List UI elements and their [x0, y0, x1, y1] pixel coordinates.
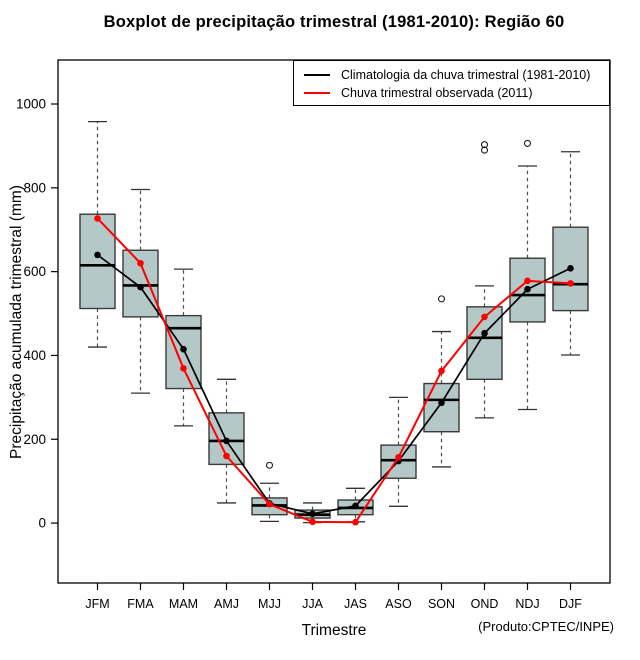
x-tick-label: ASO	[385, 597, 412, 611]
outlier-point	[525, 140, 531, 146]
observed-point	[137, 260, 144, 267]
box-SON	[424, 384, 459, 432]
legend-item-observed	[304, 84, 609, 102]
y-tick-label: 0	[38, 515, 46, 531]
climatology-point	[352, 503, 359, 510]
legend-item-climatology	[304, 66, 609, 84]
observed-point	[180, 365, 187, 372]
observed-point	[94, 215, 101, 222]
legend	[293, 60, 610, 106]
y-tick-label: 200	[23, 431, 46, 447]
observed-point	[395, 454, 402, 461]
observed-point	[481, 314, 488, 321]
y-tick-label: 600	[23, 264, 46, 280]
legend-label-observed: Chuva trimestral observada (2011)	[341, 86, 533, 100]
observed-point	[309, 519, 316, 526]
climatology-point	[137, 284, 144, 291]
x-tick-label: JAS	[344, 597, 367, 611]
climatology-point	[438, 399, 445, 406]
climatology-point	[481, 330, 488, 337]
climatology-point	[223, 438, 230, 445]
observed-point	[352, 519, 359, 526]
observed-point	[266, 501, 273, 508]
y-axis-label: Precipitação acumulada trimestral (mm)	[8, 185, 25, 459]
climatology-line-swatch	[304, 74, 330, 76]
observed-line-swatch	[304, 92, 330, 94]
x-tick-label: JJA	[302, 597, 323, 611]
climatology-point	[567, 265, 574, 272]
x-tick-label: JFM	[85, 597, 110, 611]
x-tick-label: SON	[427, 597, 456, 611]
observed-point	[438, 368, 445, 375]
x-tick-label: MJJ	[258, 597, 281, 611]
x-tick-label: NDJ	[515, 597, 540, 611]
observed-point	[524, 278, 531, 285]
x-tick-label: OND	[470, 597, 499, 611]
y-tick-label: 400	[23, 347, 46, 363]
climatology-point	[180, 346, 187, 353]
y-tick-label: 1000	[15, 96, 46, 112]
outlier-point	[267, 462, 273, 468]
observed-point	[567, 280, 574, 287]
footnote: (Produto:CPTEC/INPE)	[478, 619, 614, 634]
x-axis-label: Trimestre	[301, 622, 367, 639]
x-tick-label: AMJ	[214, 597, 239, 611]
x-tick-label: FMA	[127, 597, 154, 611]
climatology-point	[524, 286, 531, 293]
box-JFM	[80, 214, 115, 308]
legend-label-climatology: Climatologia da chuva trimestral (1981-2010)	[341, 68, 591, 82]
chart-title: Boxplot de precipitação trimestral (1981-2010): Região 60	[103, 13, 565, 31]
climatology-point	[309, 511, 316, 518]
y-tick-label: 800	[23, 180, 46, 196]
climatology-point	[94, 252, 101, 259]
x-tick-label: MAM	[168, 597, 199, 611]
x-tick-label: DJF	[559, 597, 582, 611]
observed-point	[223, 453, 230, 460]
outlier-point	[439, 296, 445, 302]
